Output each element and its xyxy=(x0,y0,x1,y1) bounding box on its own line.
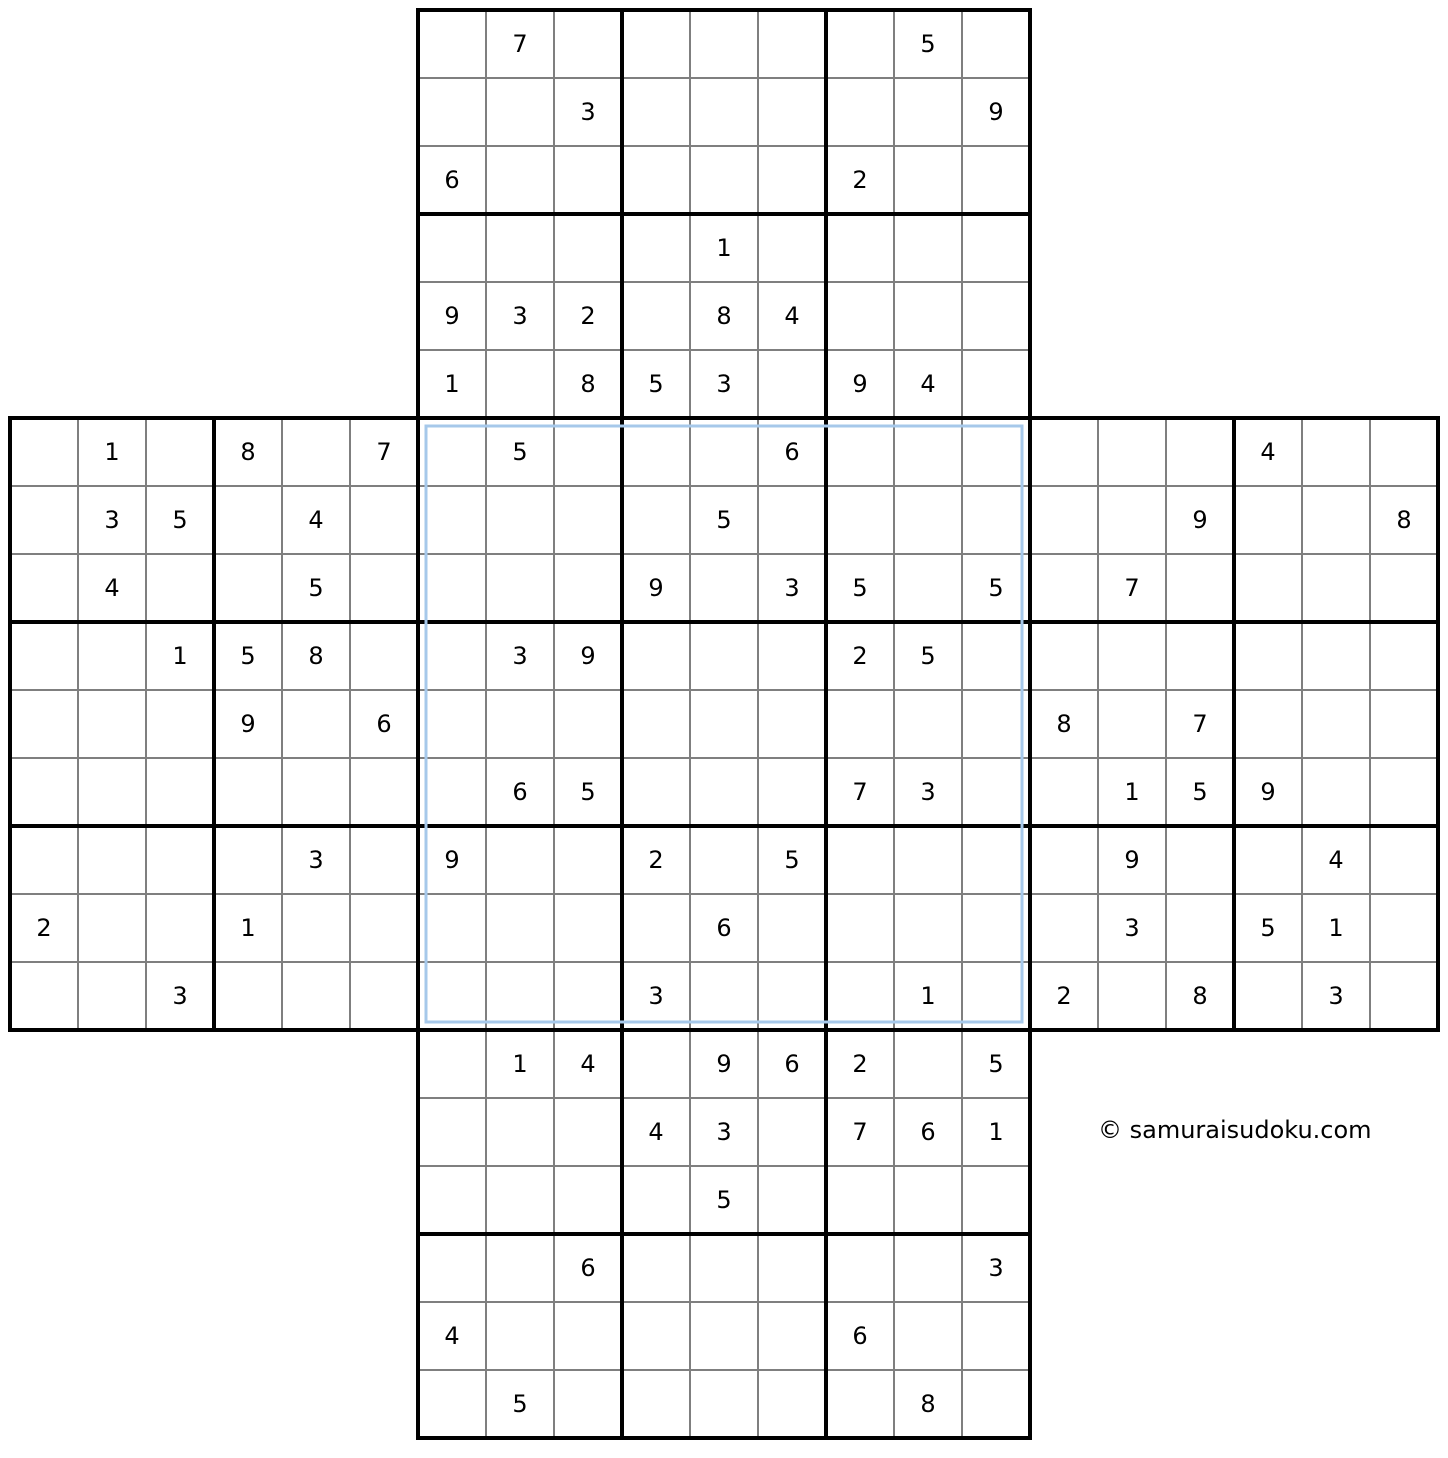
sudoku-cell[interactable] xyxy=(418,1166,486,1234)
given-digit: 6 xyxy=(784,1050,800,1078)
sudoku-cell[interactable] xyxy=(282,962,350,1030)
sudoku-cell[interactable] xyxy=(962,1370,1030,1438)
sudoku-cell[interactable] xyxy=(350,826,418,894)
sudoku-cell[interactable] xyxy=(690,962,758,1030)
sudoku-cell[interactable] xyxy=(214,486,282,554)
given-digit: 9 xyxy=(1192,506,1208,534)
given-digit: 2 xyxy=(852,166,868,194)
given-digit: 8 xyxy=(580,370,596,398)
sudoku-cell[interactable] xyxy=(690,1302,758,1370)
given-digit: 5 xyxy=(1192,778,1208,806)
sudoku-cell[interactable] xyxy=(78,826,146,894)
given-digit: 5 xyxy=(716,1186,732,1214)
given-digit: 5 xyxy=(580,778,596,806)
sudoku-cell[interactable] xyxy=(486,1098,554,1166)
sudoku-cell[interactable] xyxy=(418,622,486,690)
given-digit: 4 xyxy=(308,506,324,534)
sudoku-cell[interactable] xyxy=(894,690,962,758)
given-digit: 6 xyxy=(376,710,392,738)
sudoku-cell[interactable] xyxy=(418,214,486,282)
given-digit: 9 xyxy=(580,642,596,670)
sudoku-cell[interactable] xyxy=(690,418,758,486)
given-digit: 2 xyxy=(852,642,868,670)
sudoku-cell[interactable] xyxy=(758,486,826,554)
given-digit: 3 xyxy=(716,370,732,398)
sudoku-cell[interactable] xyxy=(1302,418,1370,486)
sudoku-cell[interactable] xyxy=(350,962,418,1030)
sudoku-cell[interactable] xyxy=(554,10,622,78)
sudoku-cell[interactable] xyxy=(554,214,622,282)
sudoku-cell[interactable] xyxy=(486,214,554,282)
sudoku-cell[interactable] xyxy=(1098,622,1166,690)
given-digit: 2 xyxy=(1056,982,1072,1010)
given-digit: 3 xyxy=(648,982,664,1010)
sudoku-cell[interactable] xyxy=(78,894,146,962)
sudoku-cell[interactable] xyxy=(690,690,758,758)
given-digit: 5 xyxy=(784,846,800,874)
given-digit: 2 xyxy=(648,846,664,874)
sudoku-cell[interactable] xyxy=(554,1370,622,1438)
sudoku-cell[interactable] xyxy=(1030,622,1098,690)
sudoku-cell[interactable] xyxy=(1030,758,1098,826)
sudoku-cell[interactable] xyxy=(826,962,894,1030)
given-digit: 1 xyxy=(1124,778,1140,806)
sudoku-cell[interactable] xyxy=(1030,554,1098,622)
sudoku-cell[interactable] xyxy=(1030,894,1098,962)
sudoku-cell[interactable] xyxy=(1166,622,1234,690)
sudoku-cell[interactable] xyxy=(962,826,1030,894)
sudoku-cell[interactable] xyxy=(962,1302,1030,1370)
given-digit: 1 xyxy=(716,234,732,262)
sudoku-cell[interactable] xyxy=(894,214,962,282)
sudoku-cell[interactable] xyxy=(894,146,962,214)
given-digit: 7 xyxy=(1192,710,1208,738)
given-digit: 4 xyxy=(444,1322,460,1350)
sudoku-cell[interactable] xyxy=(486,78,554,146)
sudoku-cell[interactable] xyxy=(690,78,758,146)
given-digit: 7 xyxy=(1124,574,1140,602)
sudoku-cell[interactable] xyxy=(1098,418,1166,486)
sudoku-cell[interactable] xyxy=(962,282,1030,350)
sudoku-cell[interactable] xyxy=(894,1234,962,1302)
sudoku-cell[interactable] xyxy=(826,690,894,758)
given-digit: 5 xyxy=(512,1390,528,1418)
sudoku-cell[interactable] xyxy=(554,486,622,554)
sudoku-cell[interactable] xyxy=(690,10,758,78)
sudoku-cell[interactable] xyxy=(894,1166,962,1234)
sudoku-cell[interactable] xyxy=(622,146,690,214)
sudoku-cell[interactable] xyxy=(554,690,622,758)
sudoku-cell[interactable] xyxy=(690,826,758,894)
given-digit: 3 xyxy=(172,982,188,1010)
sudoku-cell[interactable] xyxy=(10,554,78,622)
sudoku-cell[interactable] xyxy=(350,622,418,690)
sudoku-cell[interactable] xyxy=(758,78,826,146)
given-digit: 4 xyxy=(648,1118,664,1146)
sudoku-cell[interactable] xyxy=(962,350,1030,418)
sudoku-cell[interactable] xyxy=(826,826,894,894)
sudoku-cell[interactable] xyxy=(1370,894,1438,962)
sudoku-cell[interactable] xyxy=(962,418,1030,486)
given-digit: 8 xyxy=(308,642,324,670)
sudoku-cell[interactable] xyxy=(146,826,214,894)
sudoku-cell[interactable] xyxy=(1234,962,1302,1030)
sudoku-cell[interactable] xyxy=(894,486,962,554)
sudoku-cell[interactable] xyxy=(1166,554,1234,622)
sudoku-cell[interactable] xyxy=(78,962,146,1030)
given-digit: 4 xyxy=(1260,438,1276,466)
sudoku-cell[interactable] xyxy=(1370,622,1438,690)
sudoku-cell[interactable] xyxy=(962,894,1030,962)
sudoku-cell[interactable] xyxy=(554,962,622,1030)
sudoku-cell[interactable] xyxy=(1166,894,1234,962)
sudoku-cell[interactable] xyxy=(214,826,282,894)
sudoku-cell[interactable] xyxy=(10,962,78,1030)
sudoku-cell[interactable] xyxy=(282,690,350,758)
sudoku-cell[interactable] xyxy=(1166,418,1234,486)
sudoku-cell[interactable] xyxy=(418,690,486,758)
given-digit: 5 xyxy=(920,30,936,58)
given-digit: 9 xyxy=(1124,846,1140,874)
sudoku-cell[interactable] xyxy=(1302,486,1370,554)
sudoku-cell[interactable] xyxy=(1302,554,1370,622)
sudoku-cell[interactable] xyxy=(962,146,1030,214)
sudoku-cell[interactable] xyxy=(894,826,962,894)
sudoku-cell[interactable] xyxy=(758,350,826,418)
sudoku-cell[interactable] xyxy=(622,622,690,690)
sudoku-cell[interactable] xyxy=(554,1166,622,1234)
sudoku-cell[interactable] xyxy=(894,1302,962,1370)
sudoku-cell[interactable] xyxy=(10,486,78,554)
given-digit: 8 xyxy=(1056,710,1072,738)
sudoku-cell[interactable] xyxy=(690,758,758,826)
sudoku-cell[interactable] xyxy=(894,282,962,350)
given-digit: 7 xyxy=(852,778,868,806)
sudoku-cell[interactable] xyxy=(282,758,350,826)
sudoku-cell[interactable] xyxy=(826,1370,894,1438)
given-digit: 3 xyxy=(104,506,120,534)
sudoku-cell[interactable] xyxy=(78,690,146,758)
sudoku-cell[interactable] xyxy=(622,1166,690,1234)
sudoku-cell[interactable] xyxy=(486,1234,554,1302)
sudoku-cell[interactable] xyxy=(758,758,826,826)
given-digit: 5 xyxy=(512,438,528,466)
sudoku-cell[interactable] xyxy=(418,1030,486,1098)
given-digit: 4 xyxy=(1328,846,1344,874)
given-digit: 5 xyxy=(852,574,868,602)
sudoku-cell[interactable] xyxy=(486,1166,554,1234)
sudoku-cell[interactable] xyxy=(486,826,554,894)
given-digit: 4 xyxy=(784,302,800,330)
sudoku-cell[interactable] xyxy=(758,1166,826,1234)
sudoku-cell[interactable] xyxy=(622,1302,690,1370)
given-digit: 3 xyxy=(512,642,528,670)
sudoku-cell[interactable] xyxy=(826,486,894,554)
sudoku-cell[interactable] xyxy=(758,1098,826,1166)
sudoku-cell[interactable] xyxy=(690,1370,758,1438)
given-digit: 8 xyxy=(240,438,256,466)
given-digit: 4 xyxy=(580,1050,596,1078)
sudoku-cell[interactable] xyxy=(962,962,1030,1030)
sudoku-cell[interactable] xyxy=(622,1370,690,1438)
sudoku-cell[interactable] xyxy=(1370,554,1438,622)
sudoku-cell[interactable] xyxy=(1098,486,1166,554)
sudoku-cell[interactable] xyxy=(418,1370,486,1438)
given-digit: 5 xyxy=(648,370,664,398)
sudoku-cell[interactable] xyxy=(486,1302,554,1370)
sudoku-cell[interactable] xyxy=(826,1234,894,1302)
sudoku-cell[interactable] xyxy=(1234,622,1302,690)
sudoku-cell[interactable] xyxy=(962,758,1030,826)
given-digit: 5 xyxy=(988,574,1004,602)
sudoku-cell[interactable] xyxy=(622,418,690,486)
sudoku-cell[interactable] xyxy=(1302,758,1370,826)
sudoku-cell[interactable] xyxy=(894,1030,962,1098)
given-digit: 6 xyxy=(444,166,460,194)
sudoku-cell[interactable] xyxy=(1370,418,1438,486)
sudoku-cell[interactable] xyxy=(758,10,826,78)
given-digit: 2 xyxy=(36,914,52,942)
sudoku-cell[interactable] xyxy=(1098,690,1166,758)
given-digit: 5 xyxy=(1260,914,1276,942)
sudoku-cell[interactable] xyxy=(622,1234,690,1302)
given-digit: 1 xyxy=(988,1118,1004,1146)
sudoku-cell[interactable] xyxy=(1370,690,1438,758)
given-digit: 8 xyxy=(1396,506,1412,534)
sudoku-cell[interactable] xyxy=(554,554,622,622)
sudoku-cell[interactable] xyxy=(758,1370,826,1438)
sudoku-cell[interactable] xyxy=(554,146,622,214)
sudoku-cell[interactable] xyxy=(10,826,78,894)
sudoku-cell[interactable] xyxy=(690,146,758,214)
given-digit: 9 xyxy=(444,302,460,330)
given-digit: 1 xyxy=(172,642,188,670)
sudoku-cell[interactable] xyxy=(826,214,894,282)
given-digit: 1 xyxy=(512,1050,528,1078)
given-digit: 4 xyxy=(920,370,936,398)
sudoku-cell[interactable] xyxy=(418,758,486,826)
sudoku-cell[interactable] xyxy=(418,78,486,146)
sudoku-cell[interactable] xyxy=(486,962,554,1030)
sudoku-cell[interactable] xyxy=(758,690,826,758)
sudoku-cell[interactable] xyxy=(622,486,690,554)
given-digit: 1 xyxy=(240,914,256,942)
sudoku-cell[interactable] xyxy=(554,826,622,894)
sudoku-cell[interactable] xyxy=(418,962,486,1030)
sudoku-cell[interactable] xyxy=(1030,418,1098,486)
copyright-credit: © samuraisudoku.com xyxy=(1098,1116,1372,1144)
given-digit: 3 xyxy=(784,574,800,602)
given-digit: 9 xyxy=(716,1050,732,1078)
given-digit: 5 xyxy=(240,642,256,670)
given-digit: 1 xyxy=(920,982,936,1010)
sudoku-cell[interactable] xyxy=(758,1234,826,1302)
sudoku-cell[interactable] xyxy=(554,1302,622,1370)
sudoku-cell[interactable] xyxy=(418,418,486,486)
sudoku-cell[interactable] xyxy=(758,214,826,282)
given-digit: 6 xyxy=(784,438,800,466)
sudoku-cell[interactable] xyxy=(1234,826,1302,894)
sudoku-cell[interactable] xyxy=(1370,758,1438,826)
sudoku-cell[interactable] xyxy=(894,78,962,146)
given-digit: 5 xyxy=(308,574,324,602)
sudoku-cell[interactable] xyxy=(894,554,962,622)
sudoku-cell[interactable] xyxy=(690,622,758,690)
given-digit: 3 xyxy=(988,1254,1004,1282)
sudoku-cell[interactable] xyxy=(554,418,622,486)
sudoku-cell[interactable] xyxy=(554,1098,622,1166)
given-digit: 3 xyxy=(1328,982,1344,1010)
sudoku-cell[interactable] xyxy=(486,146,554,214)
given-digit: 9 xyxy=(444,846,460,874)
sudoku-cell[interactable] xyxy=(418,486,486,554)
sudoku-cell[interactable] xyxy=(1234,486,1302,554)
given-digit: 9 xyxy=(852,370,868,398)
given-digit: 6 xyxy=(580,1254,596,1282)
given-digit: 5 xyxy=(716,506,732,534)
sudoku-cell[interactable] xyxy=(758,622,826,690)
sudoku-cell[interactable] xyxy=(146,418,214,486)
given-digit: 9 xyxy=(240,710,256,738)
given-digit: 7 xyxy=(852,1118,868,1146)
given-digit: 5 xyxy=(988,1050,1004,1078)
given-digit: 6 xyxy=(920,1118,936,1146)
sudoku-cell[interactable] xyxy=(622,758,690,826)
sudoku-cell[interactable] xyxy=(1302,690,1370,758)
given-digit: 9 xyxy=(988,98,1004,126)
given-digit: 6 xyxy=(852,1322,868,1350)
sudoku-cell[interactable] xyxy=(758,962,826,1030)
sudoku-cell[interactable] xyxy=(622,10,690,78)
sudoku-cell[interactable] xyxy=(1166,826,1234,894)
given-digit: 2 xyxy=(852,1050,868,1078)
given-digit: 8 xyxy=(920,1390,936,1418)
sudoku-cell[interactable] xyxy=(826,78,894,146)
given-digit: 1 xyxy=(444,370,460,398)
sudoku-cell[interactable] xyxy=(622,894,690,962)
sudoku-cell[interactable] xyxy=(622,690,690,758)
sudoku-cell[interactable] xyxy=(826,10,894,78)
sudoku-cell[interactable] xyxy=(826,1166,894,1234)
given-digit: 1 xyxy=(104,438,120,466)
sudoku-cell[interactable] xyxy=(146,554,214,622)
sudoku-cell[interactable] xyxy=(78,622,146,690)
given-digit: 7 xyxy=(512,30,528,58)
sudoku-cell[interactable] xyxy=(962,10,1030,78)
given-digit: 1 xyxy=(1328,914,1344,942)
given-digit: 3 xyxy=(308,846,324,874)
sudoku-cell[interactable] xyxy=(1030,486,1098,554)
given-digit: 3 xyxy=(1124,914,1140,942)
sudoku-cell[interactable] xyxy=(758,894,826,962)
sudoku-cell[interactable] xyxy=(214,554,282,622)
sudoku-cell[interactable] xyxy=(10,758,78,826)
sudoku-cell[interactable] xyxy=(1234,554,1302,622)
sudoku-cell[interactable] xyxy=(826,894,894,962)
given-digit: 3 xyxy=(920,778,936,806)
sudoku-cell[interactable] xyxy=(78,758,146,826)
sudoku-cell[interactable] xyxy=(1370,962,1438,1030)
sudoku-cell[interactable] xyxy=(282,894,350,962)
given-digit: 8 xyxy=(1192,982,1208,1010)
given-digit: 3 xyxy=(716,1118,732,1146)
sudoku-cell[interactable] xyxy=(962,486,1030,554)
sudoku-cell[interactable] xyxy=(894,418,962,486)
sudoku-cell[interactable] xyxy=(758,1302,826,1370)
sudoku-cell[interactable] xyxy=(622,282,690,350)
given-digit: 9 xyxy=(1260,778,1276,806)
given-digit: 2 xyxy=(580,302,596,330)
given-digit: 7 xyxy=(376,438,392,466)
sudoku-cell[interactable] xyxy=(418,1098,486,1166)
sudoku-cell[interactable] xyxy=(350,758,418,826)
sudoku-cell[interactable] xyxy=(622,78,690,146)
sudoku-cell[interactable] xyxy=(962,622,1030,690)
sudoku-cell[interactable] xyxy=(826,282,894,350)
sudoku-cell[interactable] xyxy=(486,554,554,622)
sudoku-cell[interactable] xyxy=(214,962,282,1030)
sudoku-cell[interactable] xyxy=(758,146,826,214)
sudoku-cell[interactable] xyxy=(894,894,962,962)
given-digit: 4 xyxy=(104,574,120,602)
sudoku-cell[interactable] xyxy=(214,758,282,826)
sudoku-cell[interactable] xyxy=(282,418,350,486)
sudoku-cell[interactable] xyxy=(826,418,894,486)
sudoku-cell[interactable] xyxy=(350,486,418,554)
sudoku-cell[interactable] xyxy=(554,894,622,962)
sudoku-cell[interactable] xyxy=(1098,962,1166,1030)
sudoku-cell[interactable] xyxy=(10,622,78,690)
sudoku-cell[interactable] xyxy=(1302,622,1370,690)
given-digit: 8 xyxy=(716,302,732,330)
given-digit: 5 xyxy=(172,506,188,534)
sudoku-cell[interactable] xyxy=(1234,690,1302,758)
sudoku-cell[interactable] xyxy=(146,894,214,962)
sudoku-cell[interactable] xyxy=(418,554,486,622)
sudoku-cell[interactable] xyxy=(418,1234,486,1302)
sudoku-cell[interactable] xyxy=(146,690,214,758)
sudoku-cell[interactable] xyxy=(486,486,554,554)
sudoku-cell[interactable] xyxy=(962,1166,1030,1234)
given-digit: 9 xyxy=(648,574,664,602)
sudoku-cell[interactable] xyxy=(10,418,78,486)
sudoku-cell[interactable] xyxy=(486,894,554,962)
given-digit: 3 xyxy=(580,98,596,126)
sudoku-cell[interactable] xyxy=(350,554,418,622)
sudoku-cell[interactable] xyxy=(622,214,690,282)
given-digit: 6 xyxy=(716,914,732,942)
sudoku-cell[interactable] xyxy=(690,1234,758,1302)
given-digit: 3 xyxy=(512,302,528,330)
sudoku-cell[interactable] xyxy=(962,214,1030,282)
sudoku-cell[interactable] xyxy=(1030,826,1098,894)
sudoku-cell[interactable] xyxy=(10,690,78,758)
sudoku-cell[interactable] xyxy=(690,554,758,622)
sudoku-cell[interactable] xyxy=(146,758,214,826)
sudoku-cell[interactable] xyxy=(486,350,554,418)
sudoku-cell[interactable] xyxy=(486,690,554,758)
given-digit: 5 xyxy=(920,642,936,670)
sudoku-cell[interactable] xyxy=(1370,826,1438,894)
sudoku-cell[interactable] xyxy=(622,1030,690,1098)
sudoku-cell[interactable] xyxy=(350,894,418,962)
sudoku-cell[interactable] xyxy=(418,10,486,78)
given-digit: 6 xyxy=(512,778,528,806)
sudoku-cell[interactable] xyxy=(962,690,1030,758)
cells-layer xyxy=(10,10,1438,1438)
sudoku-cell[interactable] xyxy=(418,894,486,962)
